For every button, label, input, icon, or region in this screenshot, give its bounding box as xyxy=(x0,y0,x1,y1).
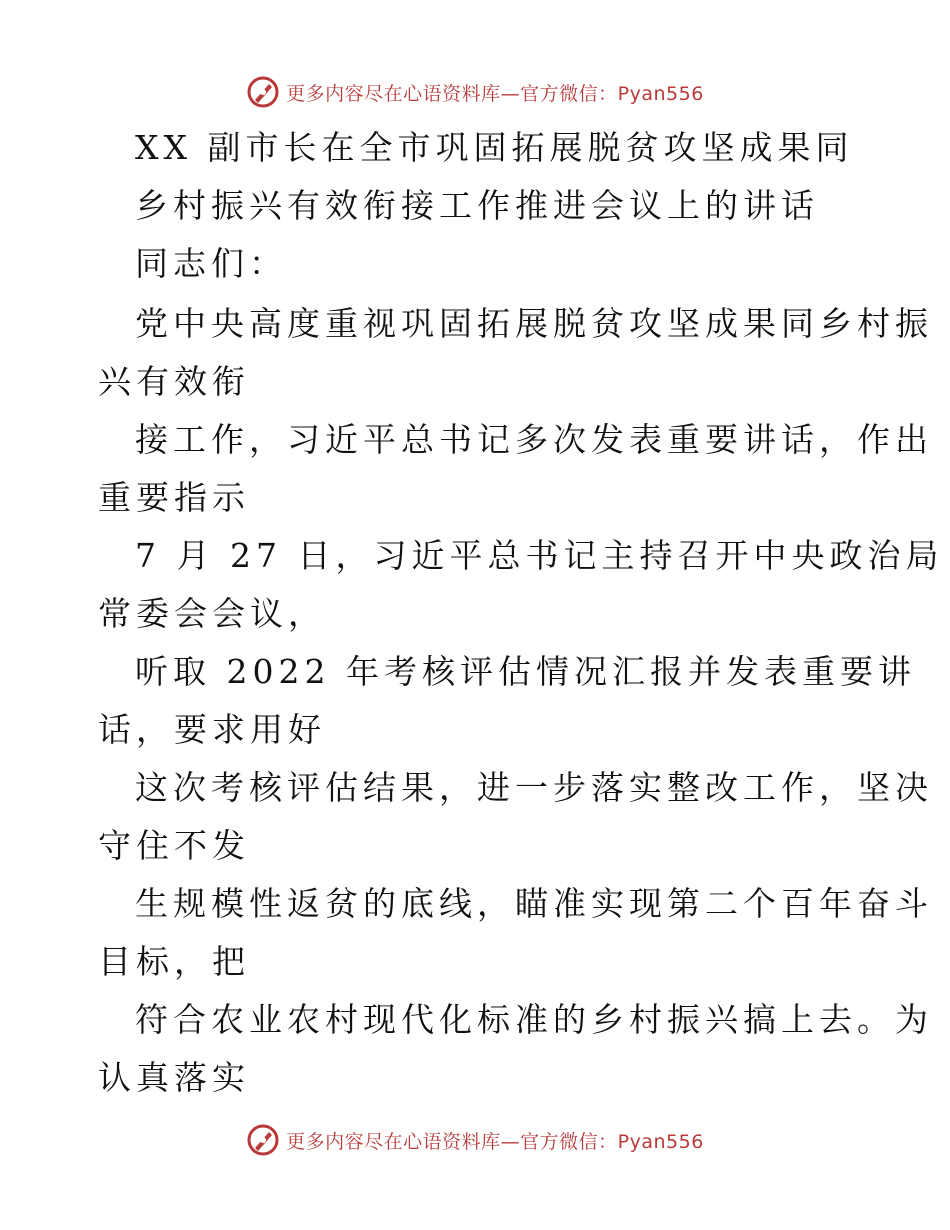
paragraph-line: 党中央高度重视巩固拓展脱贫攻坚成果同乡村振 xyxy=(135,304,933,343)
paragraph-line: 接工作，习近平总书记多次发表重要讲话，作出 xyxy=(135,420,933,459)
pen-circle-logo-icon xyxy=(246,75,280,109)
paragraph-line: 这次考核评估结果，进一步落实整改工作，坚决 xyxy=(135,768,933,807)
document-title-line-1: XX 副市长在全市巩固拓展脱贫攻坚成果同 xyxy=(135,128,854,167)
banner-content xyxy=(246,1123,704,1157)
header-banner xyxy=(0,72,950,112)
banner-text: 更多内容尽在心语资料库—官方微信：Pyan556 xyxy=(286,82,704,105)
paragraph-line: 符合农业农村现代化标准的乡村振兴搞上去。为 xyxy=(135,1000,933,1039)
paragraph-line: 守住不发 xyxy=(98,826,250,865)
paragraph-line: 话，要求用好 xyxy=(98,710,326,749)
banner-text: 更多内容尽在心语资料库—官方微信：Pyan556 xyxy=(286,1130,704,1153)
paragraph-line: 兴有效衔 xyxy=(98,362,250,401)
paragraph-line: 听取 2022 年考核评估情况汇报并发表重要讲 xyxy=(135,652,916,691)
paragraph-line: 常委会会议， xyxy=(98,594,326,633)
banner-content xyxy=(246,75,704,109)
footer-banner xyxy=(0,1120,950,1160)
paragraph-line: 重要指示 xyxy=(98,478,250,517)
document-title-line-2: 乡村振兴有效衔接工作推进会议上的讲话 xyxy=(135,186,819,225)
paragraph-line: 目标，把 xyxy=(98,942,250,981)
paragraph-line: 7 月 27 日，习近平总书记主持召开中央政治局 xyxy=(135,536,944,575)
paragraph-line: 生规模性返贫的底线，瞄准实现第二个百年奋斗 xyxy=(135,884,933,923)
pen-circle-logo-icon xyxy=(246,1123,280,1157)
paragraph-line: 认真落实 xyxy=(98,1058,250,1097)
greeting: 同志们： xyxy=(135,244,287,283)
